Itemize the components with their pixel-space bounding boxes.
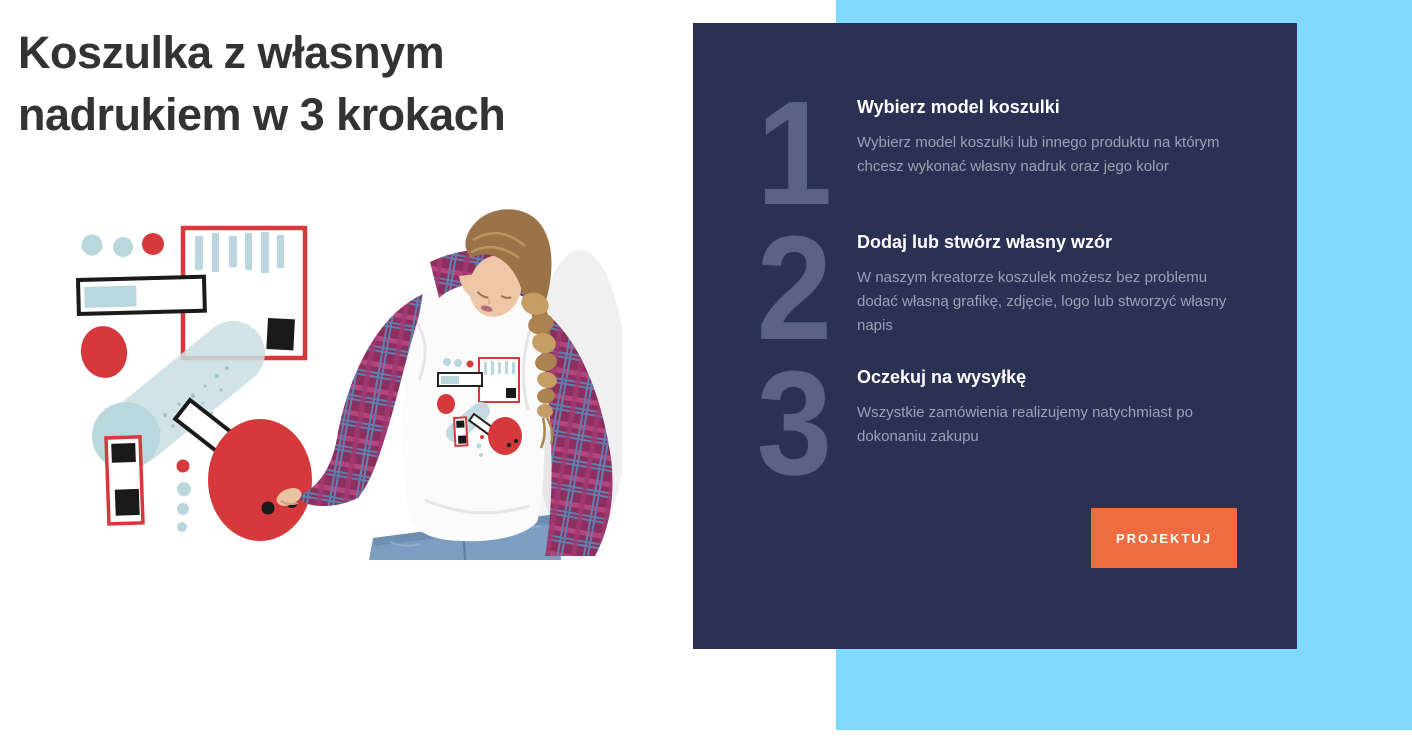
step-item-1 [741, 71, 1271, 236]
step-2-title: Dodaj lub stwórz własny wzór [857, 232, 1113, 252]
page-title [18, 22, 638, 146]
step-2-description: W naszym kreatorze koszulek możesz bez problemu dodać własną grafikę, zdjęcie, logo lub stworzyć własny napis [857, 269, 1227, 334]
step-2-text [857, 230, 1237, 348]
abstract-shapes [77, 228, 312, 541]
hero-illustration [75, 200, 622, 560]
page-title-line1: Koszulka z własnym [18, 27, 445, 78]
step-3-description: Wszystkie zamówienia realizujemy natychmiast po dokonaniu zakupu [857, 404, 1193, 445]
page-title-line2: nadrukiem w 3 krokach [18, 89, 506, 140]
step-3-number: 3 [756, 341, 833, 506]
step-2-number: 2 [756, 206, 833, 371]
model-photo [274, 209, 622, 560]
projektuj-button[interactable]: PROJEKTUJ [1091, 508, 1237, 568]
step-1-number: 1 [756, 71, 833, 236]
step-item-3 [741, 341, 1271, 506]
step-3-title: Oczekuj na wysyłkę [857, 367, 1027, 387]
step-1-title: Wybierz model koszulki [857, 97, 1060, 117]
step-1-description: Wybierz model koszulki lub innego produktu na którym chcesz wykonać własny nadruk oraz jego kolor [857, 134, 1220, 175]
step-1-text [857, 95, 1237, 213]
step-item-2 [741, 206, 1271, 371]
steps-panel [693, 23, 1297, 649]
step-3-text [857, 365, 1237, 483]
